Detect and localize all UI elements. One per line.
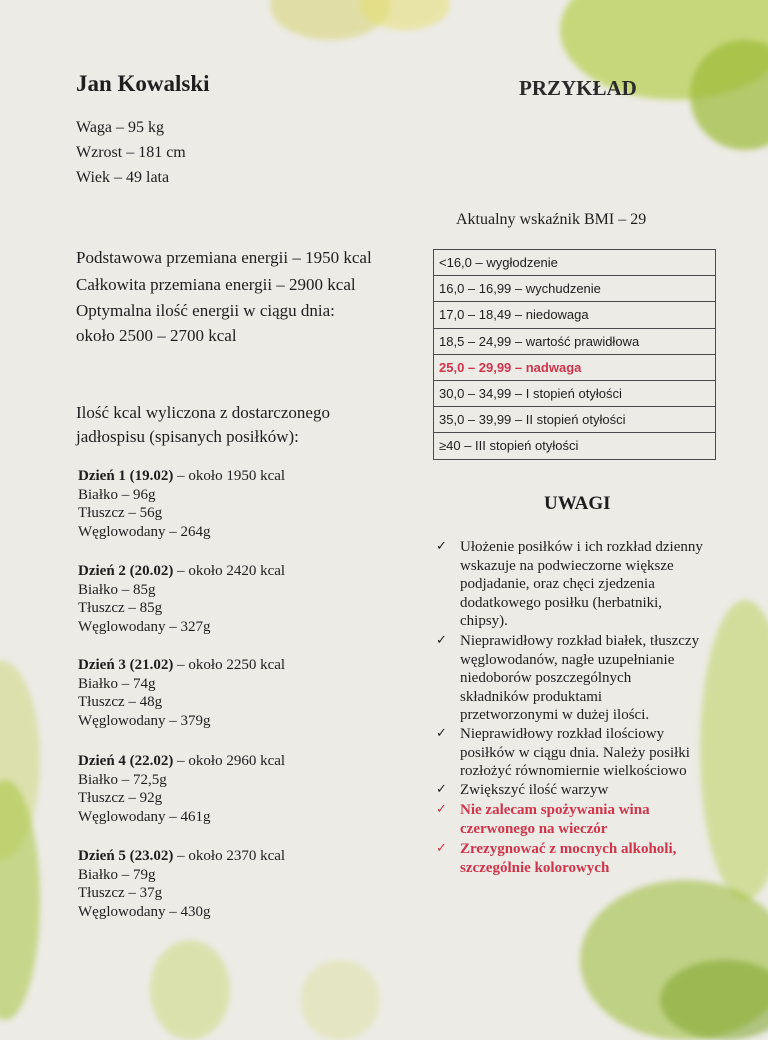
bmi-row: 17,0 – 18,49 – niedowaga xyxy=(434,302,716,328)
remark-item-highlighted: ✓ Zrezygnować z mocnych alkoholi, szczególnie kolorowych xyxy=(436,841,677,876)
day-kcal: – około 2370 kcal xyxy=(173,848,286,864)
day-title: Dzień 4 (22.02) xyxy=(78,753,174,769)
intake-heading: Ilość kcal wyliczona z dostarczonego xyxy=(76,403,330,422)
day-block xyxy=(78,562,285,636)
day-fat: Tłuszcz – 92g xyxy=(78,790,163,806)
check-icon: ✓ xyxy=(436,802,447,817)
day-protein: Białko – 74g xyxy=(78,675,156,692)
day-block xyxy=(78,467,285,541)
bmi-current: Aktualny wskaźnik BMI – 29 xyxy=(456,211,647,228)
day-kcal: – około 1950 kcal xyxy=(173,468,286,484)
check-icon: ✓ xyxy=(436,841,447,856)
remark-item: ✓ Zwiększyć ilość warzyw xyxy=(436,782,609,798)
day-title: Dzień 2 (20.02) xyxy=(78,563,174,579)
day-block xyxy=(78,847,285,921)
bmi-row: 16,0 – 16,99 – wychudzenie xyxy=(434,276,716,302)
day-fat: Tłuszcz – 56g xyxy=(78,505,163,521)
height-text: Wzrost – 181 cm xyxy=(76,144,186,161)
check-icon: ✓ xyxy=(436,782,447,797)
check-icon: ✓ xyxy=(436,633,447,648)
bmi-row: 30,0 – 34,99 – I stopień otyłości xyxy=(434,380,716,406)
day-protein: Białko – 79g xyxy=(78,866,156,883)
day-carbs: Węglowodany – 327g xyxy=(78,618,211,635)
age-text: Wiek – 49 lata xyxy=(76,169,170,186)
weight-text: Waga – 95 kg xyxy=(76,119,165,136)
day-block xyxy=(78,752,285,826)
check-icon: ✓ xyxy=(436,726,447,741)
day-carbs: Węglowodany – 461g xyxy=(78,808,211,825)
day-title: Dzień 1 (19.02) xyxy=(78,468,174,484)
remark-item-highlighted: ✓ Nie zalecam spożywania wina czerwonego na wieczór xyxy=(436,802,650,837)
energy-line: około 2500 – 2700 kcal xyxy=(76,326,237,345)
energy-line: Całkowita przemiana energii – 2900 kcal xyxy=(76,275,356,294)
day-protein: Białko – 72,5g xyxy=(78,771,167,788)
day-protein: Białko – 85g xyxy=(78,581,156,598)
day-carbs: Węglowodany – 430g xyxy=(78,903,211,920)
remark-item: ✓ Nieprawidłowy rozkład białek, tłuszczy węglowodanów, nagłe uzupełnianie niedoborów poszczególnych składników produktami przetworzonymi w dużej ilości. xyxy=(436,633,700,723)
energy-line: Optymalna ilość energii w ciągu dnia: xyxy=(76,301,335,320)
person-name: Jan Kowalski xyxy=(76,71,210,96)
day-kcal: – około 2420 kcal xyxy=(173,563,286,579)
remarks-title: UWAGI xyxy=(544,493,611,514)
energy-line: Podstawowa przemiana energii – 1950 kcal xyxy=(76,248,372,267)
day-fat: Tłuszcz – 48g xyxy=(78,694,163,710)
day-fat: Tłuszcz – 85g xyxy=(78,600,163,616)
bmi-row: 18,5 – 24,99 – wartość prawidłowa xyxy=(434,328,716,354)
day-block xyxy=(78,656,285,730)
day-kcal: – około 2250 kcal xyxy=(173,657,286,673)
day-kcal: – około 2960 kcal xyxy=(173,753,286,769)
bmi-row: ≥40 – III stopień otyłości xyxy=(434,433,716,459)
bmi-row: 35,0 – 39,99 – II stopień otyłości xyxy=(434,407,716,433)
intake-heading: jadłospisu (spisanych posiłków): xyxy=(76,427,299,446)
remark-item: ✓ Ułożenie posiłków i ich rozkład dzienny wskazuje na podwieczorne większe podjadanie, oraz chęci zjedzenia dodatkowego posiłku (herbatniki, chipsy). xyxy=(436,539,703,629)
bmi-row-highlighted: 25,0 – 29,99 – nadwaga xyxy=(434,354,716,380)
check-icon: ✓ xyxy=(436,539,447,554)
bmi-row: <16,0 – wygłodzenie xyxy=(434,250,716,276)
remark-item: ✓ Nieprawidłowy rozkład ilościowy posiłków w ciągu dnia. Należy posiłki rozłożyć równomiernie wielkościowo xyxy=(436,726,690,779)
day-title: Dzień 5 (23.02) xyxy=(78,848,174,864)
bmi-table xyxy=(433,249,716,460)
day-carbs: Węglowodany – 264g xyxy=(78,523,211,540)
day-fat: Tłuszcz – 37g xyxy=(78,885,163,901)
example-label: PRZYKŁAD xyxy=(519,76,637,100)
day-title: Dzień 3 (21.02) xyxy=(78,657,174,673)
day-carbs: Węglowodany – 379g xyxy=(78,712,211,729)
day-protein: Białko – 96g xyxy=(78,486,156,503)
